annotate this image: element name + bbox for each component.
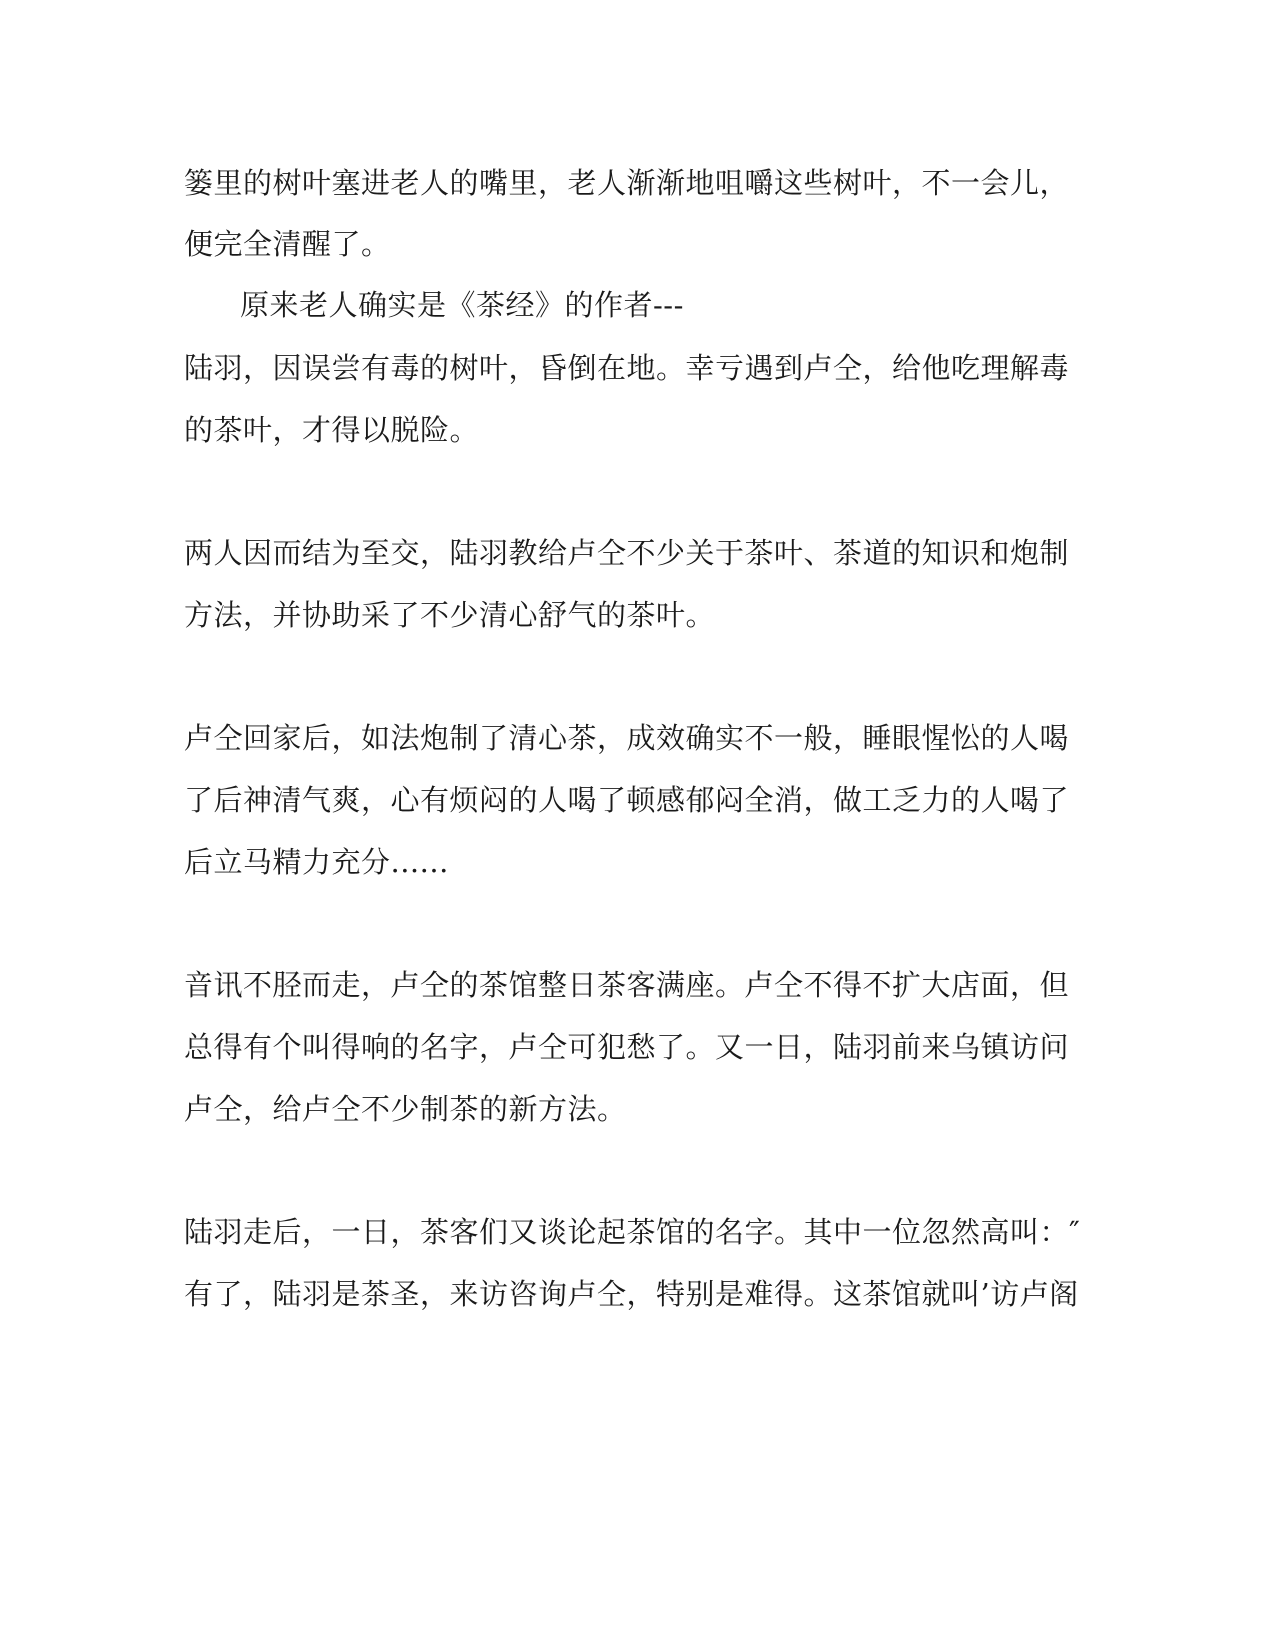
text-line: 陆羽，因误尝有毒的树叶，昏倒在地。幸亏遇到卢仝，给他吃理解毒	[184, 351, 1070, 385]
text-line: 有了，陆羽是茶圣，来访咨询卢仝，特别是难得。这茶馆就叫’访卢阁	[184, 1277, 1079, 1311]
text-line: 的茶叶，才得以脱险。	[184, 413, 480, 447]
text-line: 篓里的树叶塞进老人的嘴里，老人渐渐地咀嚼这些树叶，不一会儿，	[184, 166, 1070, 200]
text-line: 卢仝回家后，如法炮制了清心茶，成效确实不一般，睡眼惺忪的人喝	[184, 721, 1070, 755]
text-line: 方法，并协助采了不少清心舒气的茶叶。	[184, 598, 716, 632]
text-line: 音讯不胫而走，卢仝的茶馆整日茶客满座。卢仝不得不扩大店面，但	[184, 968, 1070, 1002]
text-line: 便完全清醒了。	[184, 227, 391, 261]
text-line: 陆羽走后，一日，茶客们又谈论起茶馆的名字。其中一位忽然高叫：″	[184, 1215, 1081, 1249]
text-line: 原来老人确实是《茶经》的作者---	[240, 288, 684, 322]
text-line: 了后神清气爽，心有烦闷的人喝了顿感郁闷全消，做工乏力的人喝了	[184, 783, 1070, 817]
text-line: 两人因而结为至交，陆羽教给卢仝不少关于茶叶、茶道的知识和炮制	[184, 536, 1070, 570]
text-line: 总得有个叫得响的名字，卢仝可犯愁了。又一日，陆羽前来乌镇访问	[184, 1030, 1070, 1064]
text-line: 后立马精力充分......	[184, 845, 449, 879]
text-line: 卢仝，给卢仝不少制茶的新方法。	[184, 1092, 627, 1126]
